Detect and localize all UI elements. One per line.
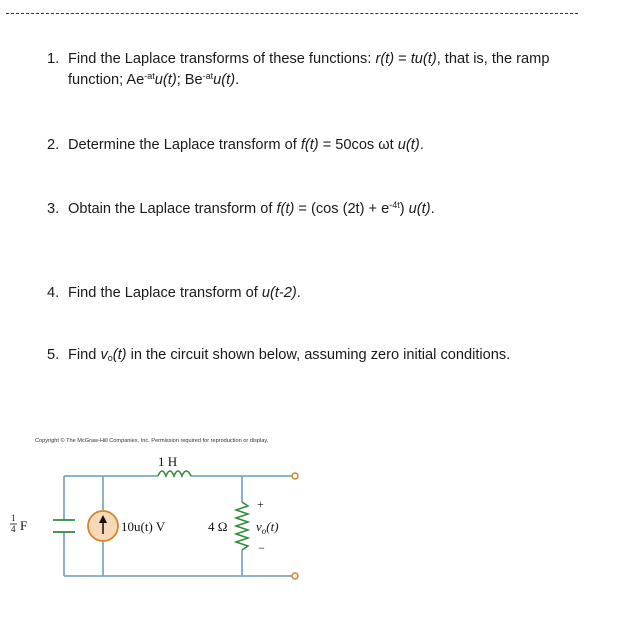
- capacitor-label: F: [20, 518, 28, 533]
- capacitor: [53, 520, 75, 532]
- capacitor-fraction-denominator: 4: [11, 524, 16, 534]
- minus-sign: −: [258, 541, 265, 555]
- copyright-notice: Copyright © The McGraw-Hill Companies, Inc. Permission required for reproduction or display.: [35, 438, 269, 444]
- capacitor-fraction-numerator: 1: [11, 513, 16, 523]
- question-number: 1.: [47, 51, 60, 67]
- question-1: 1. Find the Laplace transforms of these functions: r(t) = tu(t), that is, the ramp function; $Ae^{-at}u(t)$; $Be^{-at}u(t)$.: [47, 51, 550, 88]
- inductor-label: 1 H: [158, 454, 178, 469]
- question-4: 4. Find the Laplace transform of u(t-2).: [47, 283, 607, 304]
- output-voltage-label: $v_o(t)$: [256, 519, 279, 536]
- resistor: [236, 502, 248, 550]
- resistor-label: 4 Ω: [208, 519, 228, 534]
- question-5: 5. Find $v_o(t)$ in the circuit shown below, assuming zero initial conditions.: [47, 345, 607, 366]
- question-number: 4.: [47, 285, 60, 301]
- question-number: 5.: [47, 347, 60, 363]
- plus-sign: +: [257, 497, 264, 511]
- source-label: 10u(t) V: [121, 519, 166, 534]
- output-terminal-bottom: [292, 573, 298, 579]
- question-number: 2.: [47, 137, 60, 153]
- inductor-coil: [158, 471, 191, 476]
- question-number: 3.: [47, 201, 60, 217]
- question-3: 3. Obtain the Laplace transform of f(t) = (cos $(2t) + e^{-4t}$) u(t).: [47, 199, 607, 220]
- question-2: 2. Determine the Laplace transform of f(t) = 50cos ωt u(t).: [47, 135, 607, 156]
- output-terminal-top: [292, 473, 298, 479]
